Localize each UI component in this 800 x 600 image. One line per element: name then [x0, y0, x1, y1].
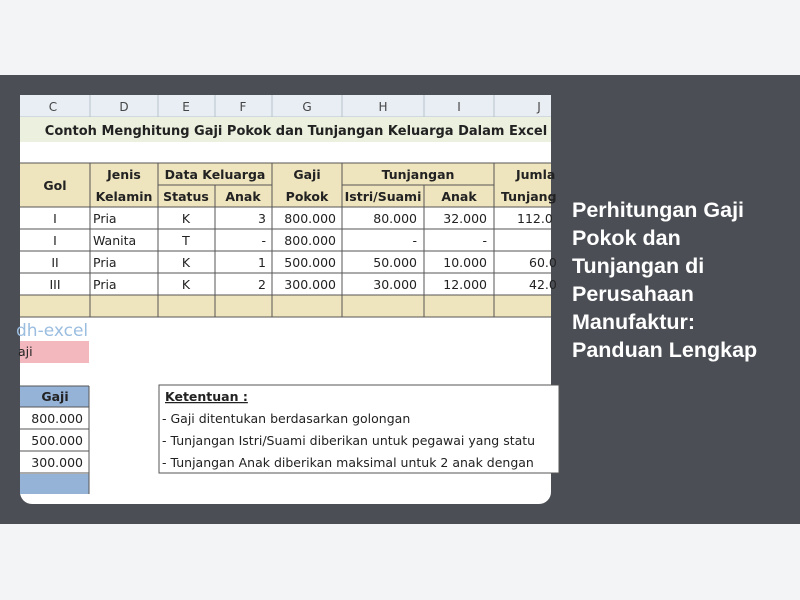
- header-jenis: Jenis: [107, 167, 141, 182]
- cell-tunj-istri: 30.000: [373, 277, 417, 292]
- cell-gaji-pokok: 800.000: [284, 233, 336, 248]
- col-letter: I: [457, 100, 461, 114]
- ketentuan-title: Ketentuan :: [165, 389, 248, 404]
- col-letter: F: [239, 100, 247, 114]
- ketentuan-line: - Tunjangan Istri/Suami diberikan untuk pegawai yang statu: [162, 433, 536, 448]
- cell-tunj-istri: 50.000: [373, 255, 417, 270]
- cell-gaji-pokok: 300.000: [284, 277, 336, 292]
- cell-status: K: [181, 277, 191, 292]
- header-data-keluarga: Data Keluarga: [164, 167, 266, 182]
- cell-jumlah: 112.0: [517, 211, 553, 226]
- cell-status: T: [182, 233, 190, 248]
- sheet-title: Contoh Menghitung Gaji Pokok dan Tunjangan Keluarga Dalam Excel: [44, 124, 548, 139]
- header-pokok: Pokok: [285, 189, 329, 204]
- gaji-table-value: 800.000: [31, 411, 83, 426]
- cell-tunj-istri: -: [412, 233, 417, 248]
- cell-gaji-pokok: 500.000: [284, 255, 336, 270]
- cell-status: K: [181, 255, 191, 270]
- cell-gol: II: [51, 255, 59, 270]
- cell-anak: -: [261, 233, 266, 248]
- cell-anak: 1: [258, 255, 266, 270]
- cell-jenis-kelamin: Pria: [93, 211, 117, 226]
- cell-jenis-kelamin: Wanita: [93, 233, 137, 248]
- column-header-bar: [20, 95, 551, 117]
- gaji-table-footer-bg: [20, 474, 89, 494]
- header-anak: Anak: [225, 189, 261, 204]
- ketentuan-line: - Tunjangan Anak diberikan maksimal untuk 2 anak dengan: [162, 455, 534, 470]
- cell-gol: III: [49, 277, 61, 292]
- cell-gaji-pokok: 800.000: [284, 211, 336, 226]
- cell-tunj-istri: 80.000: [373, 211, 417, 226]
- header-kelamin: Kelamin: [95, 189, 153, 204]
- gaji-table-value: 300.000: [31, 455, 83, 470]
- header-istri-suami: Istri/Suami: [344, 189, 422, 204]
- header-tunjangan: Tunjangan: [381, 167, 455, 182]
- col-letter: D: [119, 100, 129, 114]
- gaji-table-header: Gaji: [41, 389, 69, 404]
- col-letter: C: [48, 100, 58, 114]
- cell-gol: I: [53, 233, 57, 248]
- header-gol: Gol: [43, 178, 67, 193]
- cell-gol: I: [53, 211, 57, 226]
- pink-label-text: aji: [18, 344, 33, 359]
- table-total-row: [20, 295, 551, 317]
- cell-tunj-anak: 32.000: [443, 211, 487, 226]
- col-letter: E: [182, 100, 190, 114]
- cell-tunj-anak: 12.000: [443, 277, 487, 292]
- table-row: [51, 255, 557, 270]
- table-row: [49, 277, 556, 292]
- gaji-table-value: 500.000: [31, 433, 83, 448]
- col-letter: H: [378, 100, 388, 114]
- header-gaji: Gaji: [293, 167, 321, 182]
- cell-anak: 2: [258, 277, 266, 292]
- header-tunj-anak: Anak: [441, 189, 477, 204]
- article-thumbnail[interactable]: [16, 95, 557, 504]
- cell-jumlah: 60.0: [529, 255, 557, 270]
- article-title[interactable]: Perhitungan Gaji Pokok dan Tunjangan di Perusahaan Manufaktur: Panduan Lengkap: [572, 198, 758, 362]
- cell-jenis-kelamin: Pria: [93, 255, 117, 270]
- cell-tunj-anak: -: [482, 233, 487, 248]
- cell-status: K: [181, 211, 191, 226]
- ketentuan-line: - Gaji ditentukan berdasarkan golongan: [162, 411, 411, 426]
- table-row: [53, 211, 553, 226]
- cell-jenis-kelamin: Pria: [93, 277, 117, 292]
- table-row: [53, 233, 487, 248]
- header-tunjang: Tunjang: [501, 189, 557, 204]
- col-letter: J: [537, 100, 541, 114]
- cell-anak: 3: [258, 211, 266, 226]
- col-letter: G: [302, 100, 312, 114]
- header-status: Status: [163, 189, 209, 204]
- cell-jumlah: 42.0: [529, 277, 557, 292]
- watermark-text: dh-excel: [16, 321, 89, 341]
- spreadsheet-screenshot: [16, 95, 557, 504]
- header-jumlah: Jumla: [516, 167, 556, 182]
- cell-tunj-anak: 10.000: [443, 255, 487, 270]
